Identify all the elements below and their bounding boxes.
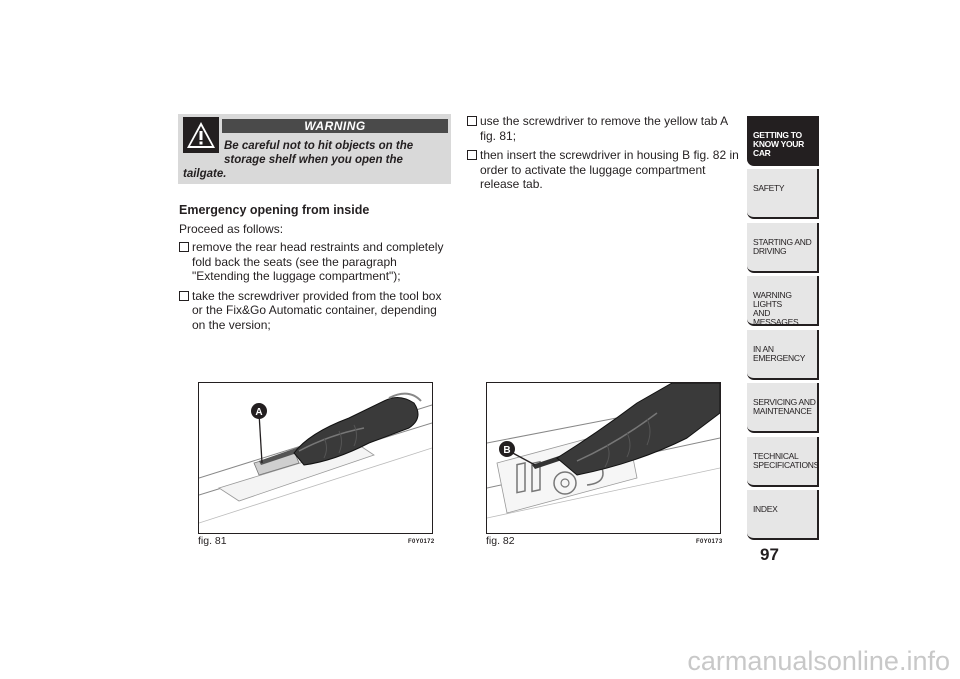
tab-starting-and-driving[interactable]: STARTING AND DRIVING [747,223,819,273]
tab-warning-lights-and-messages[interactable]: WARNING LIGHTS AND MESSAGES [747,276,819,326]
section-intro: Proceed as follows: [179,222,284,236]
section-title: Emergency opening from inside [179,203,370,217]
list-item: then insert the screwdriver in housing B fig. 82 in order to activate the luggage compartment release tab. [467,148,743,192]
figure-code: F0Y0173 [696,539,723,545]
warning-line: storage shelf when you open the [224,154,403,166]
checkbox-bullet-icon [467,116,477,126]
tab-getting-to-know-your-car[interactable]: GETTING TO KNOW YOUR CAR [747,116,819,166]
watermark-text: carmanualsonline.info [687,646,950,676]
list-item: use the screwdriver to remove the yellow tab A fig. 81; [467,114,743,143]
tab-technical-specifications[interactable]: TECHNICAL SPECIFICATIONS [747,437,819,487]
figure-caption: fig. 82 [486,535,515,547]
tab-in-an-emergency[interactable]: IN AN EMERGENCY [747,330,819,380]
checkbox-bullet-icon [179,291,189,301]
figure-caption: fig. 81 [198,535,227,547]
figure-callout-b: B [503,445,511,456]
figure-callout-a: A [255,407,263,418]
tab-safety[interactable]: SAFETY [747,169,819,219]
figure-code: F0Y0172 [408,539,435,545]
warning-line: Be careful not to hit objects on the [224,140,414,152]
list-item: take the screwdriver provided from the tool box or the Fix&Go Automatic container, depending on the version; [179,289,451,333]
warning-title: WARNING [222,119,448,133]
page-number: 97 [760,545,779,564]
tab-servicing-and-maintenance[interactable]: SERVICING AND MAINTENANCE [747,383,819,433]
checkbox-bullet-icon [467,150,477,160]
left-bullet-list [179,240,451,337]
figure-81-illustration [198,382,433,534]
figure-82-illustration [486,382,721,534]
warning-text [183,139,445,181]
checkbox-bullet-icon [179,242,189,252]
tab-index[interactable]: INDEX [747,490,819,540]
warning-line: tailgate. [183,168,227,180]
list-item: remove the rear head restraints and completely fold back the seats (see the paragraph "Extending the luggage compartment"); [179,240,451,284]
right-bullet-list [467,114,743,197]
